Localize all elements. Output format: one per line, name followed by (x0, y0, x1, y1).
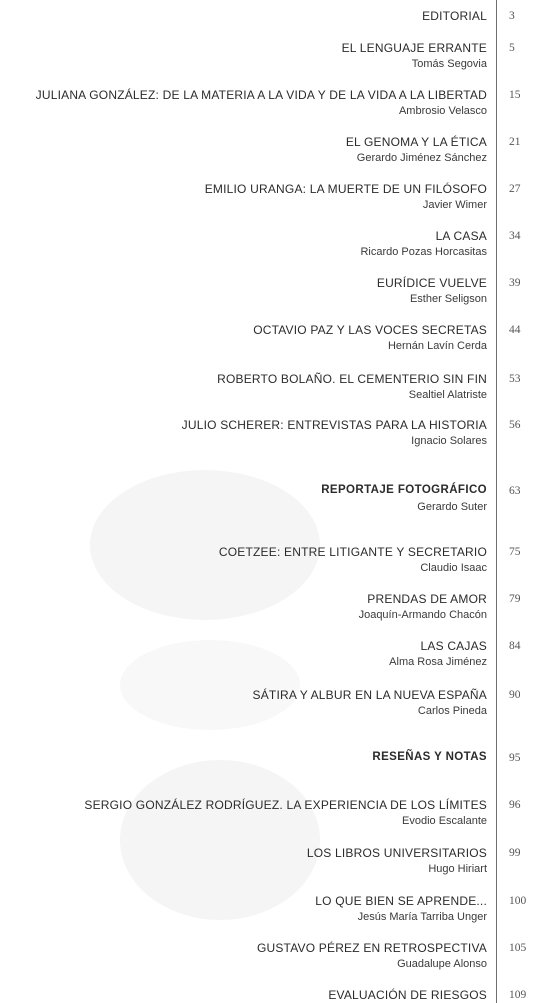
toc-page-number: 21 (509, 136, 521, 148)
toc-title: GUSTAVO PÉREZ EN RETROSPECTIVA (256, 941, 487, 955)
toc-title: EMILIO URANGA: LA MUERTE DE UN FILÓSOFO (204, 182, 487, 196)
toc-title: JULIO SCHERER: ENTREVISTAS PARA LA HISTORIA (181, 418, 487, 432)
toc-page-number: 109 (509, 989, 527, 1001)
toc-page-number: 15 (509, 89, 521, 101)
toc-title: EL GENOMA Y LA ÉTICA (345, 135, 487, 149)
toc-title: SÁTIRA Y ALBUR EN LA NUEVA ESPAÑA (252, 688, 487, 702)
toc-title: LA CASA (435, 229, 487, 243)
toc-title: EL LENGUAJE ERRANTE (341, 41, 487, 55)
toc-author: Guadalupe Alonso (397, 958, 487, 970)
toc-page-number: 105 (509, 942, 527, 954)
toc-page-number: 56 (509, 419, 521, 431)
toc-title: OCTAVIO PAZ Y LAS VOCES SECRETAS (253, 323, 487, 337)
vertical-divider (496, 0, 497, 1003)
toc-title: EDITORIAL (422, 9, 487, 23)
toc-page-number: 96 (509, 799, 521, 811)
toc-title: SERGIO GONZÁLEZ RODRÍGUEZ. LA EXPERIENCIA DE LOS LÍMITES (84, 798, 487, 812)
toc-section-title: RESEÑAS Y NOTAS (372, 751, 487, 763)
background-watermark (120, 640, 300, 730)
toc-title: ROBERTO BOLAÑO. EL CEMENTERIO SIN FIN (217, 372, 487, 386)
toc-author: Ignacio Solares (411, 435, 487, 447)
toc-title: EURÍDICE VUELVE (376, 276, 487, 290)
toc-author: Ambrosio Velasco (398, 105, 487, 117)
toc-title: LOS LIBROS UNIVERSITARIOS (306, 846, 487, 860)
toc-author: Sealtiel Alatriste (408, 389, 487, 401)
toc-page-number: 95 (509, 752, 521, 764)
toc-author: Hugo Hiriart (428, 863, 487, 875)
toc-section-title: REPORTAJE FOTOGRÁFICO (321, 484, 487, 496)
toc-author: Joaquín-Armando Chacón (358, 609, 487, 621)
toc-author: Jesús María Tarriba Unger (357, 911, 487, 923)
toc-author: Ricardo Pozas Horcasitas (360, 246, 487, 258)
toc-title: LO QUE BIEN SE APRENDE... (315, 894, 487, 908)
toc-author: Hernán Lavín Cerda (387, 340, 487, 352)
toc-page-number: 63 (509, 485, 521, 497)
toc-page-number: 39 (509, 277, 521, 289)
toc-page-number: 3 (509, 10, 515, 22)
background-watermark (120, 760, 320, 920)
toc-page-number: 53 (509, 373, 521, 385)
toc-author: Claudio Isaac (420, 562, 487, 574)
toc-author: Carlos Pineda (417, 705, 487, 717)
toc-author: Tomás Segovia (411, 58, 487, 70)
toc-page-number: 90 (509, 689, 521, 701)
toc-author: Gerardo Suter (417, 501, 487, 513)
toc-page-number: 75 (509, 546, 521, 558)
toc-author: Alma Rosa Jiménez (389, 656, 487, 668)
toc-page-number: 100 (509, 895, 527, 907)
toc-title: JULIANA GONZÁLEZ: DE LA MATERIA A LA VIDA Y DE LA VIDA A LA LIBERTAD (35, 88, 487, 102)
toc-page-number: 34 (509, 230, 521, 242)
toc-title: PRENDAS DE AMOR (367, 592, 487, 606)
toc-page-number: 79 (509, 593, 521, 605)
toc-page-number: 99 (509, 847, 521, 859)
toc-title: EVALUACIÓN DE RIESGOS (328, 988, 487, 1002)
toc-author: Evodio Escalante (402, 815, 487, 827)
toc-page-number: 84 (509, 640, 521, 652)
toc-title: LAS CAJAS (420, 639, 487, 653)
toc-page-number: 44 (509, 324, 521, 336)
toc-page-number: 27 (509, 183, 521, 195)
toc-author: Esther Seligson (409, 293, 487, 305)
toc-title: COETZEE: ENTRE LITIGANTE Y SECRETARIO (218, 545, 487, 559)
toc-page-number: 5 (509, 42, 515, 54)
toc-author: Javier Wimer (422, 199, 487, 211)
toc-author: Gerardo Jiménez Sánchez (356, 152, 487, 164)
